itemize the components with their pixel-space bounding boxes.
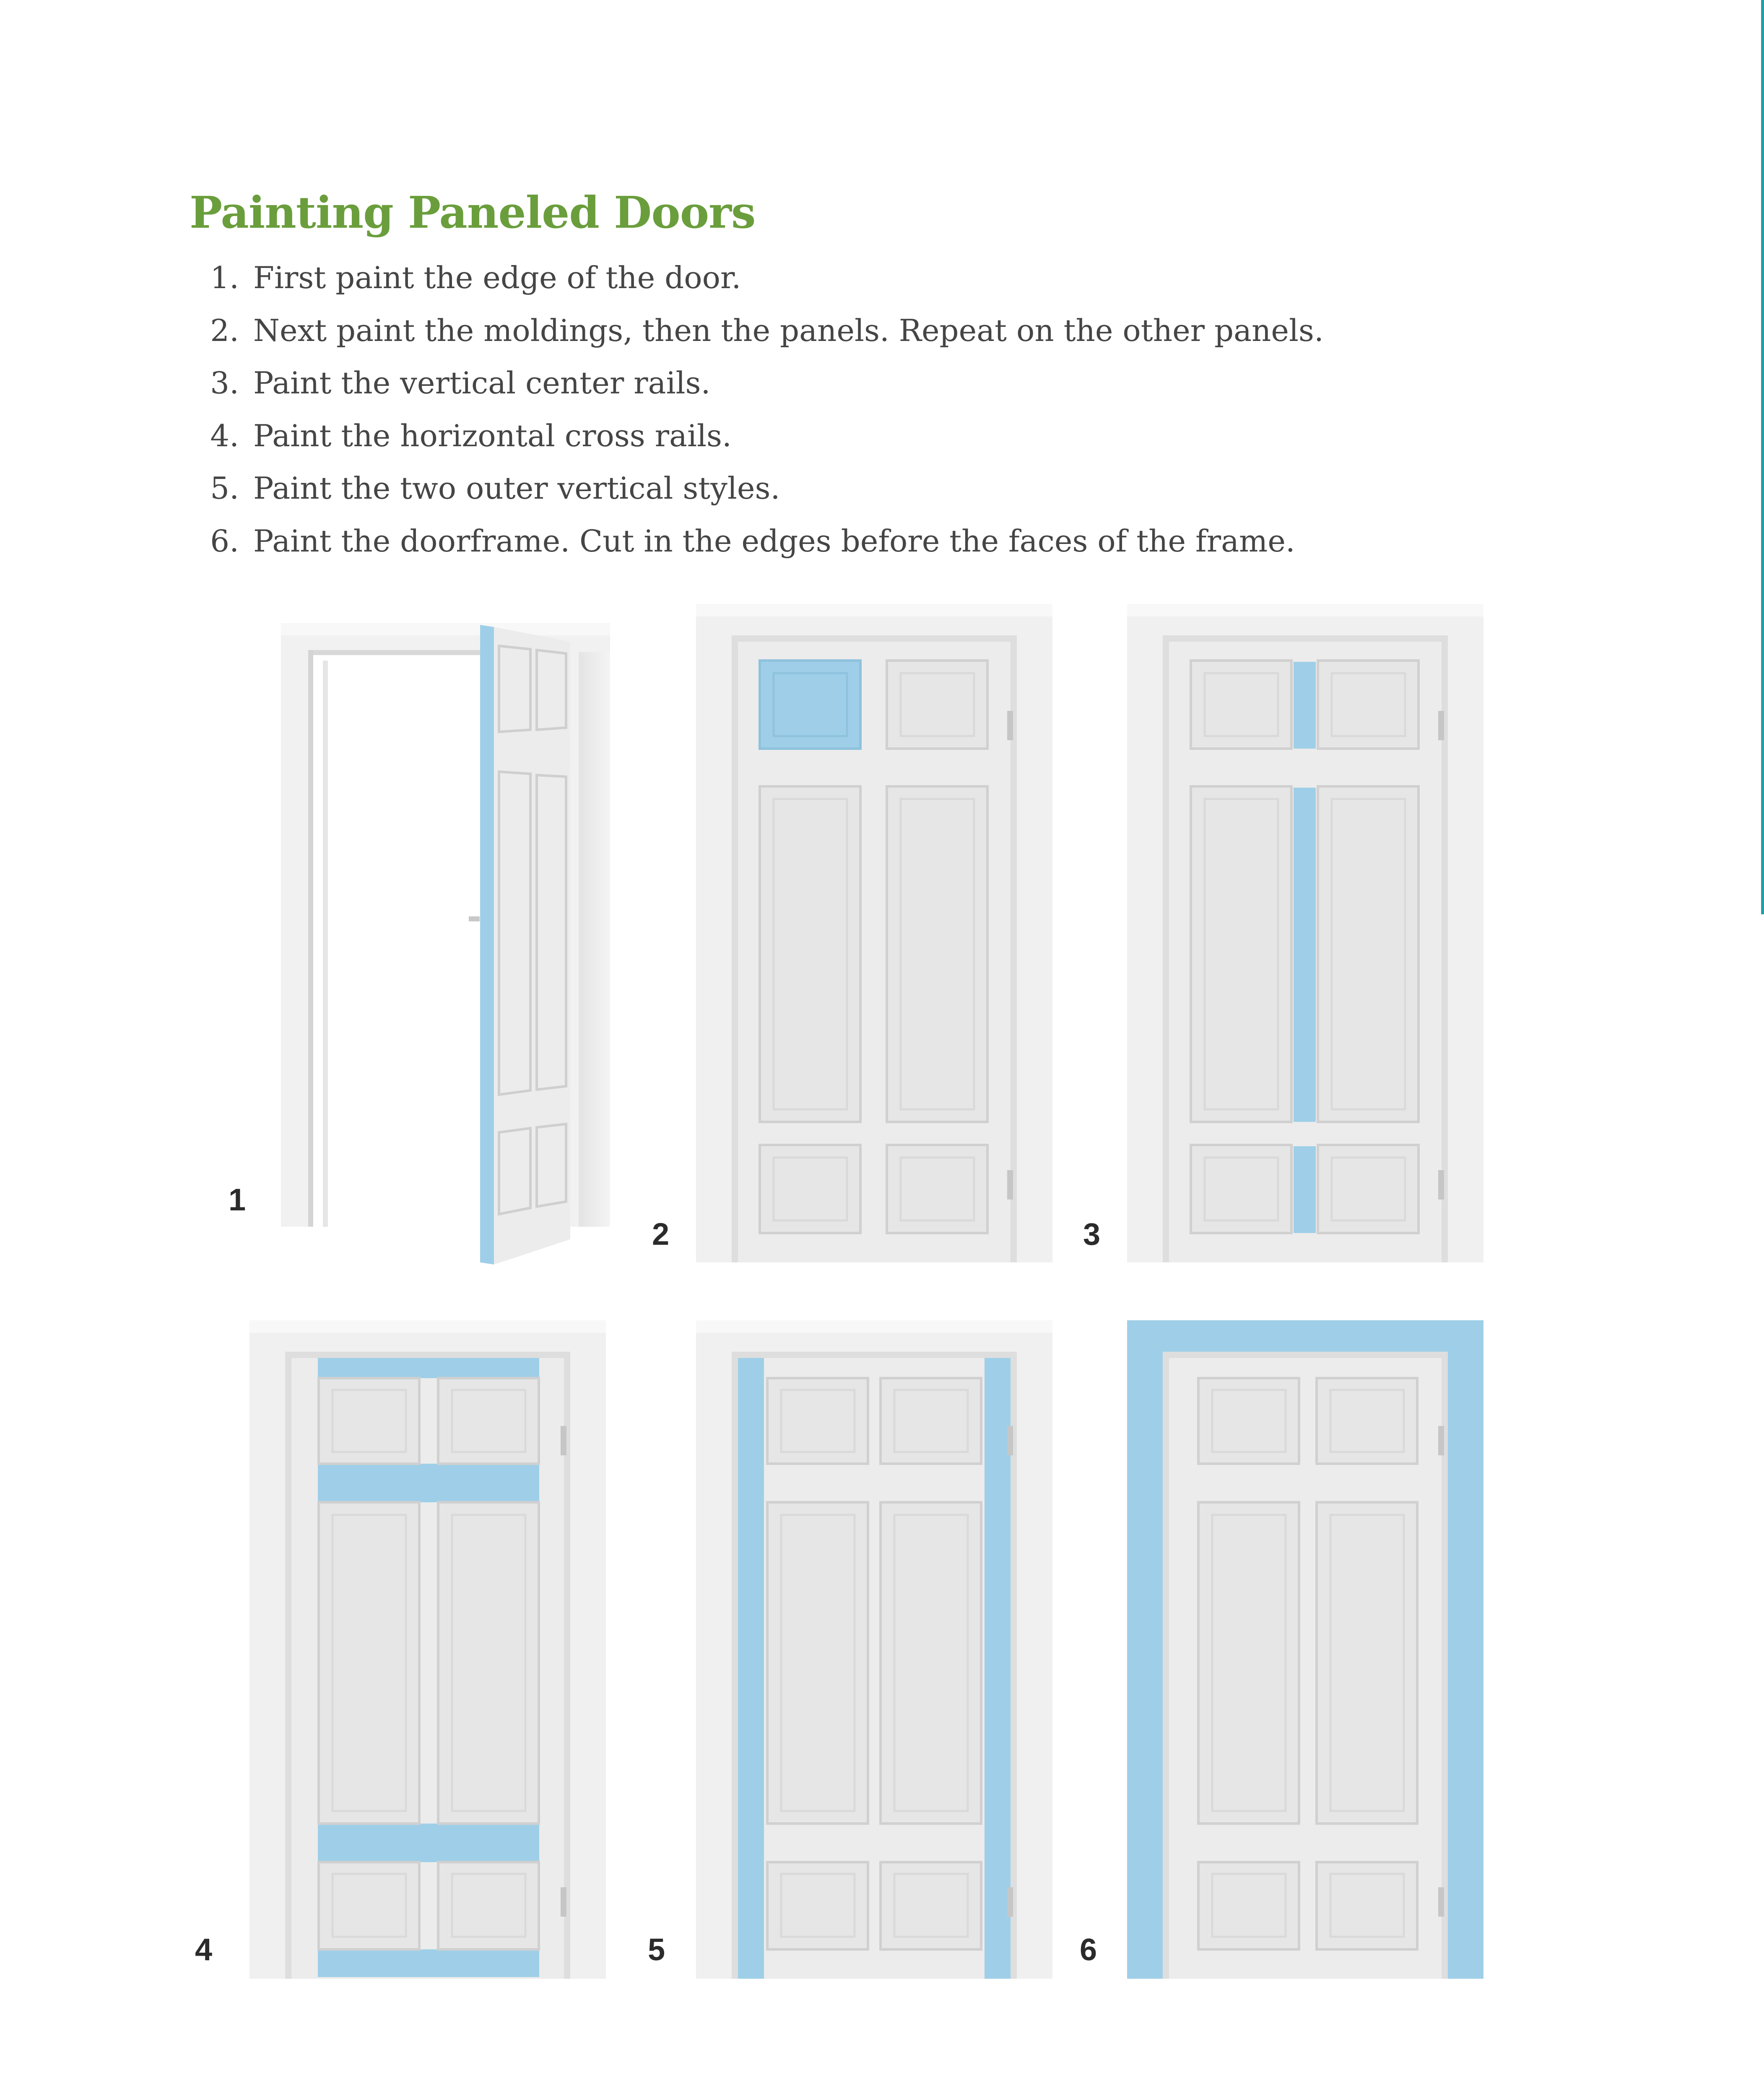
section-title: Painting Paneled Doors	[190, 187, 756, 238]
step-text: Paint the horizontal cross rails.	[253, 418, 732, 453]
step-number: 3.	[210, 365, 239, 401]
step-number: 4.	[210, 418, 239, 453]
figure-label: 2	[652, 1217, 670, 1251]
step-text: Paint the vertical center rails.	[253, 365, 711, 401]
step-text: Paint the doorframe. Cut in the edges before the faces of the frame.	[253, 523, 1295, 559]
step-number: 1.	[210, 260, 239, 295]
page-edge-tab	[1761, 0, 1764, 914]
step-number: 5.	[210, 471, 239, 506]
figure-label: 1	[229, 1182, 246, 1217]
step-text: First paint the edge of the door.	[253, 260, 741, 295]
step-text: Next paint the moldings, then the panels. Repeat on the other panels.	[253, 312, 1324, 348]
step-text: Paint the two outer vertical styles.	[253, 471, 780, 506]
step-number: 2.	[210, 312, 239, 348]
figure-label: 6	[1080, 1932, 1097, 1967]
figure-label: 3	[1083, 1217, 1101, 1251]
step-number: 6.	[210, 523, 239, 559]
figure-label: 4	[195, 1932, 213, 1967]
figure-label: 5	[648, 1932, 665, 1967]
